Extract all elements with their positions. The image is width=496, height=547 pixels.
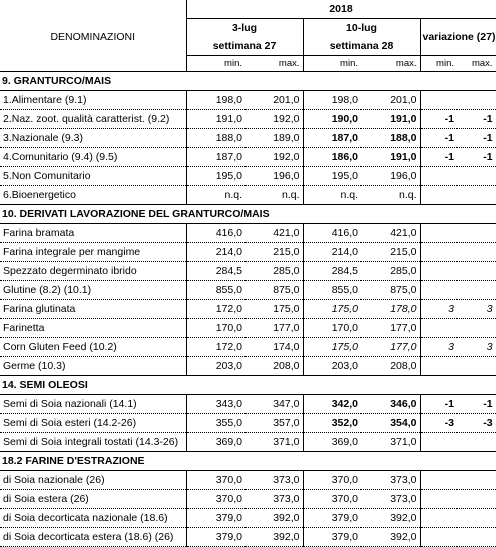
row-name: 2.Naz. zoot. qualità caratterist. (9.2) bbox=[0, 110, 186, 129]
week1-max: 201,0 bbox=[245, 91, 303, 110]
section-title: 9. GRANTURCO/MAIS bbox=[0, 72, 496, 91]
section-header bbox=[0, 72, 496, 91]
week2-max: n.q. bbox=[361, 186, 420, 205]
table-row bbox=[0, 129, 496, 148]
week2-max: 371,0 bbox=[361, 433, 420, 452]
var-min bbox=[420, 490, 457, 509]
max-label: max. bbox=[457, 56, 496, 72]
week2-max: 346,0 bbox=[361, 395, 420, 414]
week2-header: settimana 28 bbox=[303, 37, 420, 56]
week1-min: 203,0 bbox=[186, 357, 245, 376]
header-blank bbox=[0, 0, 186, 19]
week1-min: 855,0 bbox=[186, 281, 245, 300]
week1-min: 172,0 bbox=[186, 300, 245, 319]
week1-max: 357,0 bbox=[245, 414, 303, 433]
table-row bbox=[0, 300, 496, 319]
week1-min: 198,0 bbox=[186, 91, 245, 110]
table-row bbox=[0, 243, 496, 262]
row-name: Spezzato degerminato ibrido bbox=[0, 262, 186, 281]
table-row bbox=[0, 148, 496, 167]
week2-max: 208,0 bbox=[361, 357, 420, 376]
denominazioni-header: DENOMINAZIONI bbox=[50, 31, 136, 43]
week2-min: 190,0 bbox=[303, 110, 361, 129]
var-max: -1 bbox=[457, 110, 496, 129]
var-min: -1 bbox=[420, 110, 457, 129]
row-name: Glutine (8.2) (10.1) bbox=[0, 281, 186, 300]
week1-min: 195,0 bbox=[186, 167, 245, 186]
row-name: 3.Nazionale (9.3) bbox=[0, 129, 186, 148]
var-max bbox=[457, 357, 496, 376]
week1-max: 192,0 bbox=[245, 110, 303, 129]
week2-min: 379,0 bbox=[303, 509, 361, 528]
week1-max: 373,0 bbox=[245, 471, 303, 490]
week2-min: 195,0 bbox=[303, 167, 361, 186]
row-name: Semi di Soia nazionali (14.1) bbox=[0, 395, 186, 414]
table-row bbox=[0, 528, 496, 547]
section-header bbox=[0, 376, 496, 395]
week1-max: 192,0 bbox=[245, 148, 303, 167]
table-row bbox=[0, 357, 496, 376]
var-max bbox=[457, 281, 496, 300]
table-row bbox=[0, 338, 496, 357]
table-row bbox=[0, 490, 496, 509]
var-min: 3 bbox=[420, 300, 457, 319]
var-max bbox=[457, 186, 496, 205]
week2-min: 379,0 bbox=[303, 528, 361, 547]
week2-min: 370,0 bbox=[303, 490, 361, 509]
week1-min: 284,5 bbox=[186, 262, 245, 281]
var-min bbox=[420, 433, 457, 452]
table-row bbox=[0, 110, 496, 129]
row-name: Semi di Soia integrali tostati (14.3-26) bbox=[0, 433, 186, 452]
var-min bbox=[420, 262, 457, 281]
week2-min: 175,0 bbox=[303, 300, 361, 319]
table-row bbox=[0, 471, 496, 490]
section-title: 10. DERIVATI LAVORAZIONE DEL GRANTURCO/MAIS bbox=[0, 205, 496, 224]
table-row bbox=[0, 319, 496, 338]
week2-max: 354,0 bbox=[361, 414, 420, 433]
week1-max: 215,0 bbox=[245, 243, 303, 262]
var-min: -1 bbox=[420, 148, 457, 167]
var-max: -3 bbox=[457, 414, 496, 433]
var-min bbox=[420, 243, 457, 262]
var-min bbox=[420, 528, 457, 547]
week1-max: 371,0 bbox=[245, 433, 303, 452]
var-min bbox=[420, 471, 457, 490]
week1-max: n.q. bbox=[245, 186, 303, 205]
week1-min: 355,0 bbox=[186, 414, 245, 433]
var-min bbox=[420, 357, 457, 376]
week1-min: 170,0 bbox=[186, 319, 245, 338]
week2-max: 196,0 bbox=[361, 167, 420, 186]
week1-min: 370,0 bbox=[186, 471, 245, 490]
week2-max: 177,0 bbox=[361, 338, 420, 357]
week2-min: 369,0 bbox=[303, 433, 361, 452]
week1-min: 369,0 bbox=[186, 433, 245, 452]
table-row bbox=[0, 433, 496, 452]
week1-max: 392,0 bbox=[245, 528, 303, 547]
var-max bbox=[457, 471, 496, 490]
row-name: di Soia decorticata estera (18.6) (26) bbox=[0, 528, 186, 547]
week2-max: 191,0 bbox=[361, 110, 420, 129]
week1-min: n.q. bbox=[186, 186, 245, 205]
week2-min: 187,0 bbox=[303, 129, 361, 148]
table-row bbox=[0, 224, 496, 243]
var-max: 3 bbox=[457, 300, 496, 319]
row-name: Semi di Soia esteri (14.2-26) bbox=[0, 414, 186, 433]
week1-max: 347,0 bbox=[245, 395, 303, 414]
week1-max: 421,0 bbox=[245, 224, 303, 243]
week1-min: 416,0 bbox=[186, 224, 245, 243]
var-max: -1 bbox=[457, 129, 496, 148]
row-name: Farina bramata bbox=[0, 224, 186, 243]
week2-min: 198,0 bbox=[303, 91, 361, 110]
week1-min: 214,0 bbox=[186, 243, 245, 262]
date1-header: 3-lug bbox=[186, 19, 303, 38]
table-row bbox=[0, 186, 496, 205]
week2-max: 373,0 bbox=[361, 490, 420, 509]
row-name: di Soia decorticata nazionale (18.6) bbox=[0, 509, 186, 528]
date2-header: 10-lug bbox=[303, 19, 420, 38]
week2-min: 855,0 bbox=[303, 281, 361, 300]
var-min bbox=[420, 281, 457, 300]
var-max bbox=[457, 91, 496, 110]
week1-max: 175,0 bbox=[245, 300, 303, 319]
row-name: 1.Alimentare (9.1) bbox=[0, 91, 186, 110]
var-max bbox=[457, 243, 496, 262]
week1-max: 875,0 bbox=[245, 281, 303, 300]
min-label: min. bbox=[420, 56, 457, 72]
week2-min: 342,0 bbox=[303, 395, 361, 414]
week2-min: n.q. bbox=[303, 186, 361, 205]
week2-min: 416,0 bbox=[303, 224, 361, 243]
var-min bbox=[420, 167, 457, 186]
row-name: Farina integrale per mangime bbox=[0, 243, 186, 262]
var-max: 3 bbox=[457, 338, 496, 357]
var-max bbox=[457, 528, 496, 547]
week2-min: 214,0 bbox=[303, 243, 361, 262]
week2-max: 392,0 bbox=[361, 509, 420, 528]
row-name: Farina glutinata bbox=[0, 300, 186, 319]
var-min bbox=[420, 224, 457, 243]
week2-max: 215,0 bbox=[361, 243, 420, 262]
max-label: max. bbox=[245, 56, 303, 72]
var-min: 3 bbox=[420, 338, 457, 357]
week2-max: 875,0 bbox=[361, 281, 420, 300]
var-min bbox=[420, 319, 457, 338]
var-max bbox=[457, 262, 496, 281]
week1-min: 187,0 bbox=[186, 148, 245, 167]
var-min: -1 bbox=[420, 129, 457, 148]
var-max: -1 bbox=[457, 395, 496, 414]
week2-min: 175,0 bbox=[303, 338, 361, 357]
week1-min: 379,0 bbox=[186, 509, 245, 528]
var-max bbox=[457, 433, 496, 452]
row-name: 5.Non Comunitario bbox=[0, 167, 186, 186]
week2-min: 352,0 bbox=[303, 414, 361, 433]
var-max bbox=[457, 509, 496, 528]
week1-max: 177,0 bbox=[245, 319, 303, 338]
week1-max: 373,0 bbox=[245, 490, 303, 509]
var-max bbox=[457, 167, 496, 186]
week2-max: 178,0 bbox=[361, 300, 420, 319]
var-max bbox=[457, 319, 496, 338]
week2-min: 203,0 bbox=[303, 357, 361, 376]
row-name: Germe (10.3) bbox=[0, 357, 186, 376]
var-min: -1 bbox=[420, 395, 457, 414]
row-name: Farinetta bbox=[0, 319, 186, 338]
minmax-blank bbox=[0, 56, 186, 72]
week1-min: 191,0 bbox=[186, 110, 245, 129]
week2-max: 392,0 bbox=[361, 528, 420, 547]
week1-max: 189,0 bbox=[245, 129, 303, 148]
table-row bbox=[0, 262, 496, 281]
section-title: 14. SEMI OLEOSI bbox=[0, 376, 496, 395]
row-name: Corn Gluten Feed (10.2) bbox=[0, 338, 186, 357]
var-min: -3 bbox=[420, 414, 457, 433]
week2-min: 186,0 bbox=[303, 148, 361, 167]
table-row bbox=[0, 395, 496, 414]
week2-max: 285,0 bbox=[361, 262, 420, 281]
week2-max: 177,0 bbox=[361, 319, 420, 338]
min-label: min. bbox=[303, 56, 361, 72]
section-title: 18.2 FARINE D'ESTRAZIONE bbox=[0, 452, 496, 471]
week1-header: settimana 27 bbox=[186, 37, 303, 56]
var-max bbox=[457, 490, 496, 509]
section-header bbox=[0, 205, 496, 224]
week1-max: 208,0 bbox=[245, 357, 303, 376]
table-row bbox=[0, 91, 496, 110]
week1-max: 196,0 bbox=[245, 167, 303, 186]
var-min bbox=[420, 91, 457, 110]
week1-min: 172,0 bbox=[186, 338, 245, 357]
row-name: 6.Bioenergetico bbox=[0, 186, 186, 205]
section-header bbox=[0, 452, 496, 471]
var-min bbox=[420, 186, 457, 205]
week2-max: 191,0 bbox=[361, 148, 420, 167]
table-row bbox=[0, 281, 496, 300]
week2-min: 284,5 bbox=[303, 262, 361, 281]
week1-min: 379,0 bbox=[186, 528, 245, 547]
week1-min: 370,0 bbox=[186, 490, 245, 509]
week2-min: 170,0 bbox=[303, 319, 361, 338]
var-max bbox=[457, 224, 496, 243]
week1-min: 188,0 bbox=[186, 129, 245, 148]
table-row bbox=[0, 167, 496, 186]
row-name: 4.Comunitario (9.4) (9.5) bbox=[0, 148, 186, 167]
var-min bbox=[420, 509, 457, 528]
variazione-header: variazione (27) bbox=[420, 19, 496, 56]
week2-min: 370,0 bbox=[303, 471, 361, 490]
week2-max: 188,0 bbox=[361, 129, 420, 148]
week2-max: 373,0 bbox=[361, 471, 420, 490]
week1-max: 392,0 bbox=[245, 509, 303, 528]
week1-min: 343,0 bbox=[186, 395, 245, 414]
table-row bbox=[0, 509, 496, 528]
row-name: di Soia nazionale (26) bbox=[0, 471, 186, 490]
table-row bbox=[0, 414, 496, 433]
year-header: 2018 bbox=[186, 0, 496, 19]
week1-max: 285,0 bbox=[245, 262, 303, 281]
row-name: di Soia estera (26) bbox=[0, 490, 186, 509]
var-max: -1 bbox=[457, 148, 496, 167]
week2-max: 201,0 bbox=[361, 91, 420, 110]
min-label: min. bbox=[186, 56, 245, 72]
week1-max: 174,0 bbox=[245, 338, 303, 357]
week2-max: 421,0 bbox=[361, 224, 420, 243]
max-label: max. bbox=[361, 56, 420, 72]
